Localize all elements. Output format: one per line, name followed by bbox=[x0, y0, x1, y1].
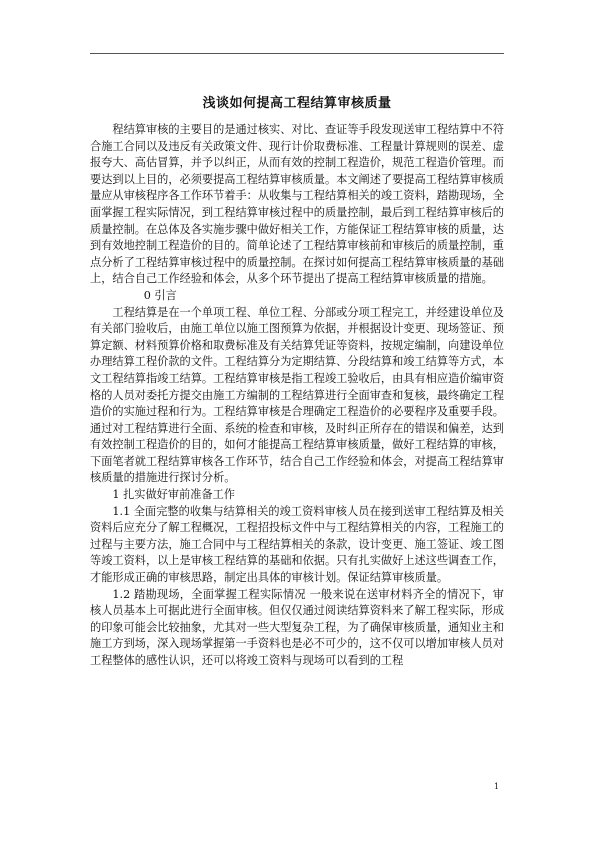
body-paragraph: 1.1 全面完整的收集与结算相关的竣工资料审核人员在接到送审工程结算及相关资料后应充分了解工程概况，工程招投标文件中与工程结算相关的内容，工程施工的过程与主要方法，施工合同中与工程结算相关的条款，设计变更、施工签证、竣工图等竣工资料，以上是审核工程结算的基础和依据。只有扎实做好上述这些调查工作，才能形成正确的审核思路，制定出具体的审核计划。保证结算审核质量。 bbox=[90, 504, 504, 585]
document-body bbox=[90, 122, 504, 670]
abstract-paragraph: 程结算审核的主要目的是通过核实、对比、查证等手段发现送审工程结算中不符合施工合同以及违反有关政策文件、现行计价取费标准、工程量计算规则的误差、虚报夸大、高估冒算，并予以纠正，从而有效的控制工程造价，规范工程造价管理。而要达到以上目的，必须要提高工程结算审核质量。本文阐述了要提高工程结算审核质量应从审核程序各工作环节着手：从收集与工程结算相关的竣工资料，踏勘现场，全面掌握工程实际情况，到工程结算审核过程中的质量控制，最后到工程结算审核后的质量控制。在总体及各实施步骤中做好相关工作，方能保证工程结算审核的质量，达到有效地控制工程造价的目的。简单论述了工程结算审核前和审核后的质量控制，重点分析了工程结算审核过程中的质量控制。在探讨如何提高工程结算审核质量的基础上，结合自己工作经验和体会，从多个环节提出了提高工程结算审核质量的措施。 bbox=[90, 123, 504, 286]
section-heading-1: 1 扎实做好审前准备工作 bbox=[112, 488, 235, 502]
section-heading-introduction: 0 引言 bbox=[143, 288, 177, 302]
body-paragraph: 1.2 踏勘现场，全面掌握工程实际情况 一般来说在送审材料齐全的情况下，审核人员基本上可据此进行全面审核。但仅仅通过阅读结算资料来了解工程实际，形成的印象可能会比较抽象，尤其对一些大型复杂工程，为了确保审核质量，通知业主和施工方到场，深入现场掌握第一手资料也是必不可少的，这不仅可以增加审核人员对工程整体的感性认识，还可以将竣工资料与现场可以看到的工程 bbox=[90, 587, 504, 667]
body-paragraph: 工程结算是在一个单项工程、单位工程、分部或分项工程完工，并经建设单位及有关部门验收后，由施工单位以施工图预算为依据，并根据设计变更、现场签证、预算定额、材料预算价格和取费标准及有关结算凭证等资料，按规定编制，向建设单位办理结算工程价款的文件。工程结算分为定期结算、分段结算和竣工结算等方式，本文工程结算指竣工结算。工程结算审核是指工程竣工验收后，由具有相应造价编审资格的人员对委托方提交由施工方编制的工程结算进行全面审查和复核，最终确定工程造价的实施过程和行为。工程结算审核是合理确定工程造价的必要程序及重要手段。通过对工程结算进行全面、系统的检查和审核，及时纠正所存在的错误和偏差，达到有效控制工程造价的目的，如何才能提高工程结算审核质量，做好工程结算的审核，下面笔者就工程结算审核各工作环节，结合自己工作经验和体会，对提高工程结算审核质量的措施进行探讨分析。 bbox=[90, 305, 504, 485]
header-rule bbox=[90, 53, 504, 54]
document-title: 浅谈如何提高工程结算审核质量 bbox=[202, 96, 392, 111]
page-number: 1 bbox=[494, 782, 500, 791]
